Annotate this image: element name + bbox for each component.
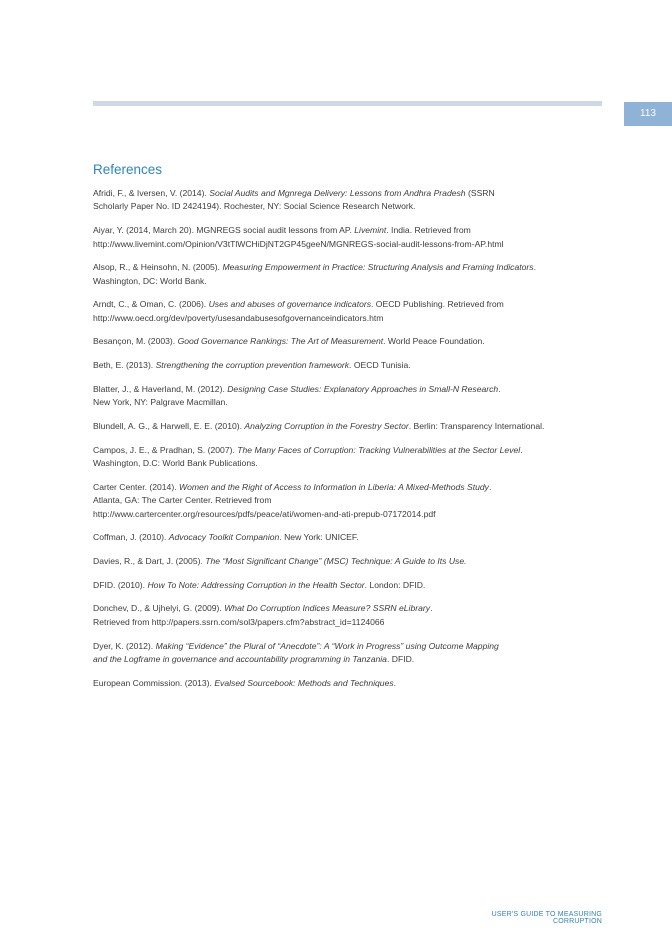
reference-text: Davies, R., & Dart, J. (2005). — [93, 555, 206, 566]
reference-text: . OECD Publishing. Retrieved from — [371, 299, 504, 310]
reference-line — [93, 261, 605, 274]
reference-text: Afridi, F., & Iversen, V. (2014). — [93, 188, 210, 198]
reference-entry — [93, 555, 605, 568]
reference-line — [93, 238, 605, 251]
reference-title: Women and the Right of Access to Information in Liberia: A Mixed-Methods Study — [178, 481, 489, 492]
reference-title: Analyzing Corruption in the Forestry Sector — [244, 420, 409, 431]
reference-text: http://www.livemint.com/Opinion/V3tTlWCHiDjNT2GP45geeN/MGNREGS-social-audit-lessons-from-AP.html — [93, 238, 504, 249]
reference-line — [93, 275, 605, 288]
reference-line — [93, 420, 605, 433]
reference-line — [93, 359, 605, 372]
reference-entry — [93, 359, 605, 372]
reference-text: Donchev, D., & Ujhelyi, G. (2009). — [93, 603, 225, 614]
reference-text: Atlanta, GA: The Carter Center. Retrieved from — [93, 495, 272, 506]
reference-entry — [93, 579, 605, 592]
reference-text: Washington, D.C: World Bank Publications. — [93, 458, 258, 469]
reference-text: . OECD Tunisia. — [349, 360, 411, 371]
reference-line — [93, 616, 605, 629]
reference-text: Dyer, K. (2012). — [93, 640, 156, 651]
reference-text: . — [498, 383, 501, 394]
reference-text: (SSRN — [465, 188, 495, 198]
reference-text: . New York: UNICEF. — [279, 532, 359, 543]
reference-title: The Many Faces of Corruption: Tracking Vulnerabilities at the Sector Level — [237, 444, 521, 455]
reference-title: Evalsed Sourcebook: Methods and Techniques — [214, 677, 394, 688]
reference-entry — [93, 383, 605, 410]
reference-text: . India. Retrieved from — [386, 225, 471, 236]
reference-text: . — [520, 444, 523, 455]
reference-text: Scholarly Paper No. ID 2424194). Rochester, NY: Social Science Research Network. — [93, 201, 416, 212]
reference-title: Designing Case Studies: Explanatory Approaches in Small-N Research — [227, 383, 499, 394]
reference-line — [93, 224, 605, 237]
reference-title: and the Logframe in governance and accountability programming in Tanzania — [93, 653, 387, 664]
reference-entry — [93, 640, 605, 667]
reference-entry — [93, 420, 605, 433]
reference-text: . Berlin: Transparency International. — [408, 420, 545, 431]
reference-text: http://www.oecd.org/dev/poverty/usesandabusesofgovernanceindicators.htm — [93, 312, 384, 323]
reference-entry — [93, 677, 605, 690]
reference-entry — [93, 531, 605, 544]
reference-line — [93, 677, 605, 690]
reference-entry — [93, 261, 605, 288]
reference-line — [93, 508, 605, 521]
reference-title: The “Most Significant Change” (MSC) Technique: A Guide to Its Use. — [205, 555, 467, 566]
reference-entry — [93, 602, 605, 629]
reference-line — [93, 187, 605, 200]
reference-text: New York, NY: Palgrave Macmillan. — [93, 397, 228, 408]
reference-text: DFID. (2010). — [93, 579, 148, 590]
reference-text: . World Peace Foundation. — [383, 336, 485, 347]
references-heading: References — [93, 162, 163, 177]
reference-line — [93, 555, 605, 568]
reference-line — [93, 335, 605, 348]
reference-line — [93, 298, 605, 311]
reference-line — [93, 531, 605, 544]
reference-entry — [93, 224, 605, 251]
reference-line — [93, 396, 605, 409]
reference-text: European Commission. (2013). — [93, 677, 215, 688]
reference-text: Blundell, A. G., & Harwell, E. E. (2010). — [93, 420, 245, 431]
reference-title: Good Governance Rankings: The Art of Measurement — [177, 336, 384, 347]
reference-entry — [93, 298, 605, 325]
reference-text: Campos, J. E., & Pradhan, S. (2007). — [93, 444, 238, 455]
reference-title: Measuring Empowerment in Practice: Structuring Analysis and Framing Indicators — [222, 262, 534, 273]
reference-title: Uses and abuses of governance indicators — [208, 299, 372, 310]
reference-entry — [93, 335, 605, 348]
reference-text: Alsop, R., & Heinsohn, N. (2005). — [93, 262, 223, 273]
reference-title: Social Audits and Mgnrega Delivery: Lessons from Andhra Pradesh — [209, 188, 466, 198]
reference-text: Arndt, C., & Oman, C. (2006). — [93, 299, 209, 310]
reference-line — [93, 653, 605, 666]
reference-text: http://www.cartercenter.org/resources/pdfs/peace/ati/women-and-ati-prepub-07172014.pdf — [93, 508, 436, 519]
reference-text: Washington, DC: World Bank. — [93, 275, 207, 286]
reference-text: . London: DFID. — [364, 579, 426, 590]
reference-title: How To Note: Addressing Corruption in the Health Sector — [147, 579, 365, 590]
reference-line — [93, 579, 605, 592]
reference-text: Beth, E. (2013). — [93, 360, 156, 371]
reference-line — [93, 383, 605, 396]
top-rule — [93, 101, 602, 106]
reference-title: Livemint — [354, 225, 387, 236]
reference-text: . — [393, 677, 397, 688]
reference-line — [93, 494, 605, 507]
reference-text: . — [533, 262, 536, 273]
reference-line — [93, 481, 605, 494]
reference-title: What Do Corruption Indices Measure? SSRN eLibrary — [224, 603, 431, 614]
reference-title: Strengthening the corruption prevention framework — [155, 360, 350, 371]
reference-text: Besançon, M. (2003). — [93, 336, 178, 347]
reference-text: Retrieved from http://papers.ssrn.com/sol3/papers.cfm?abstract_id=1124066 — [93, 616, 385, 627]
reference-title: Making “Evidence” the Plural of “Anecdote”: A “Work in Progress” using Outcome Mapping — [155, 640, 499, 651]
reference-line — [93, 640, 605, 653]
reference-entry — [93, 444, 605, 471]
reference-line — [93, 457, 605, 470]
reference-text: . — [430, 603, 433, 614]
reference-text: Coffman, J. (2010). — [93, 532, 169, 543]
reference-line — [93, 200, 605, 213]
page-number: 113 — [624, 102, 672, 126]
reference-text: . DFID. — [386, 653, 415, 664]
reference-text: Carter Center. (2014). — [93, 481, 179, 492]
reference-text: Blatter, J., & Haverland, M. (2012). — [93, 383, 228, 394]
reference-entry — [93, 481, 605, 521]
reference-line — [93, 312, 605, 325]
reference-title: Advocacy Toolkit Companion — [168, 532, 280, 543]
reference-entry — [93, 187, 605, 214]
reference-list — [93, 187, 605, 700]
reference-line — [93, 602, 605, 615]
footer-title: USER'S GUIDE TO MEASURING CORRUPTION — [491, 911, 602, 925]
reference-text: Aiyar, Y. (2014, March 20). MGNREGS social audit lessons from AP. — [93, 225, 355, 236]
reference-line — [93, 444, 605, 457]
reference-text: . — [488, 481, 492, 492]
